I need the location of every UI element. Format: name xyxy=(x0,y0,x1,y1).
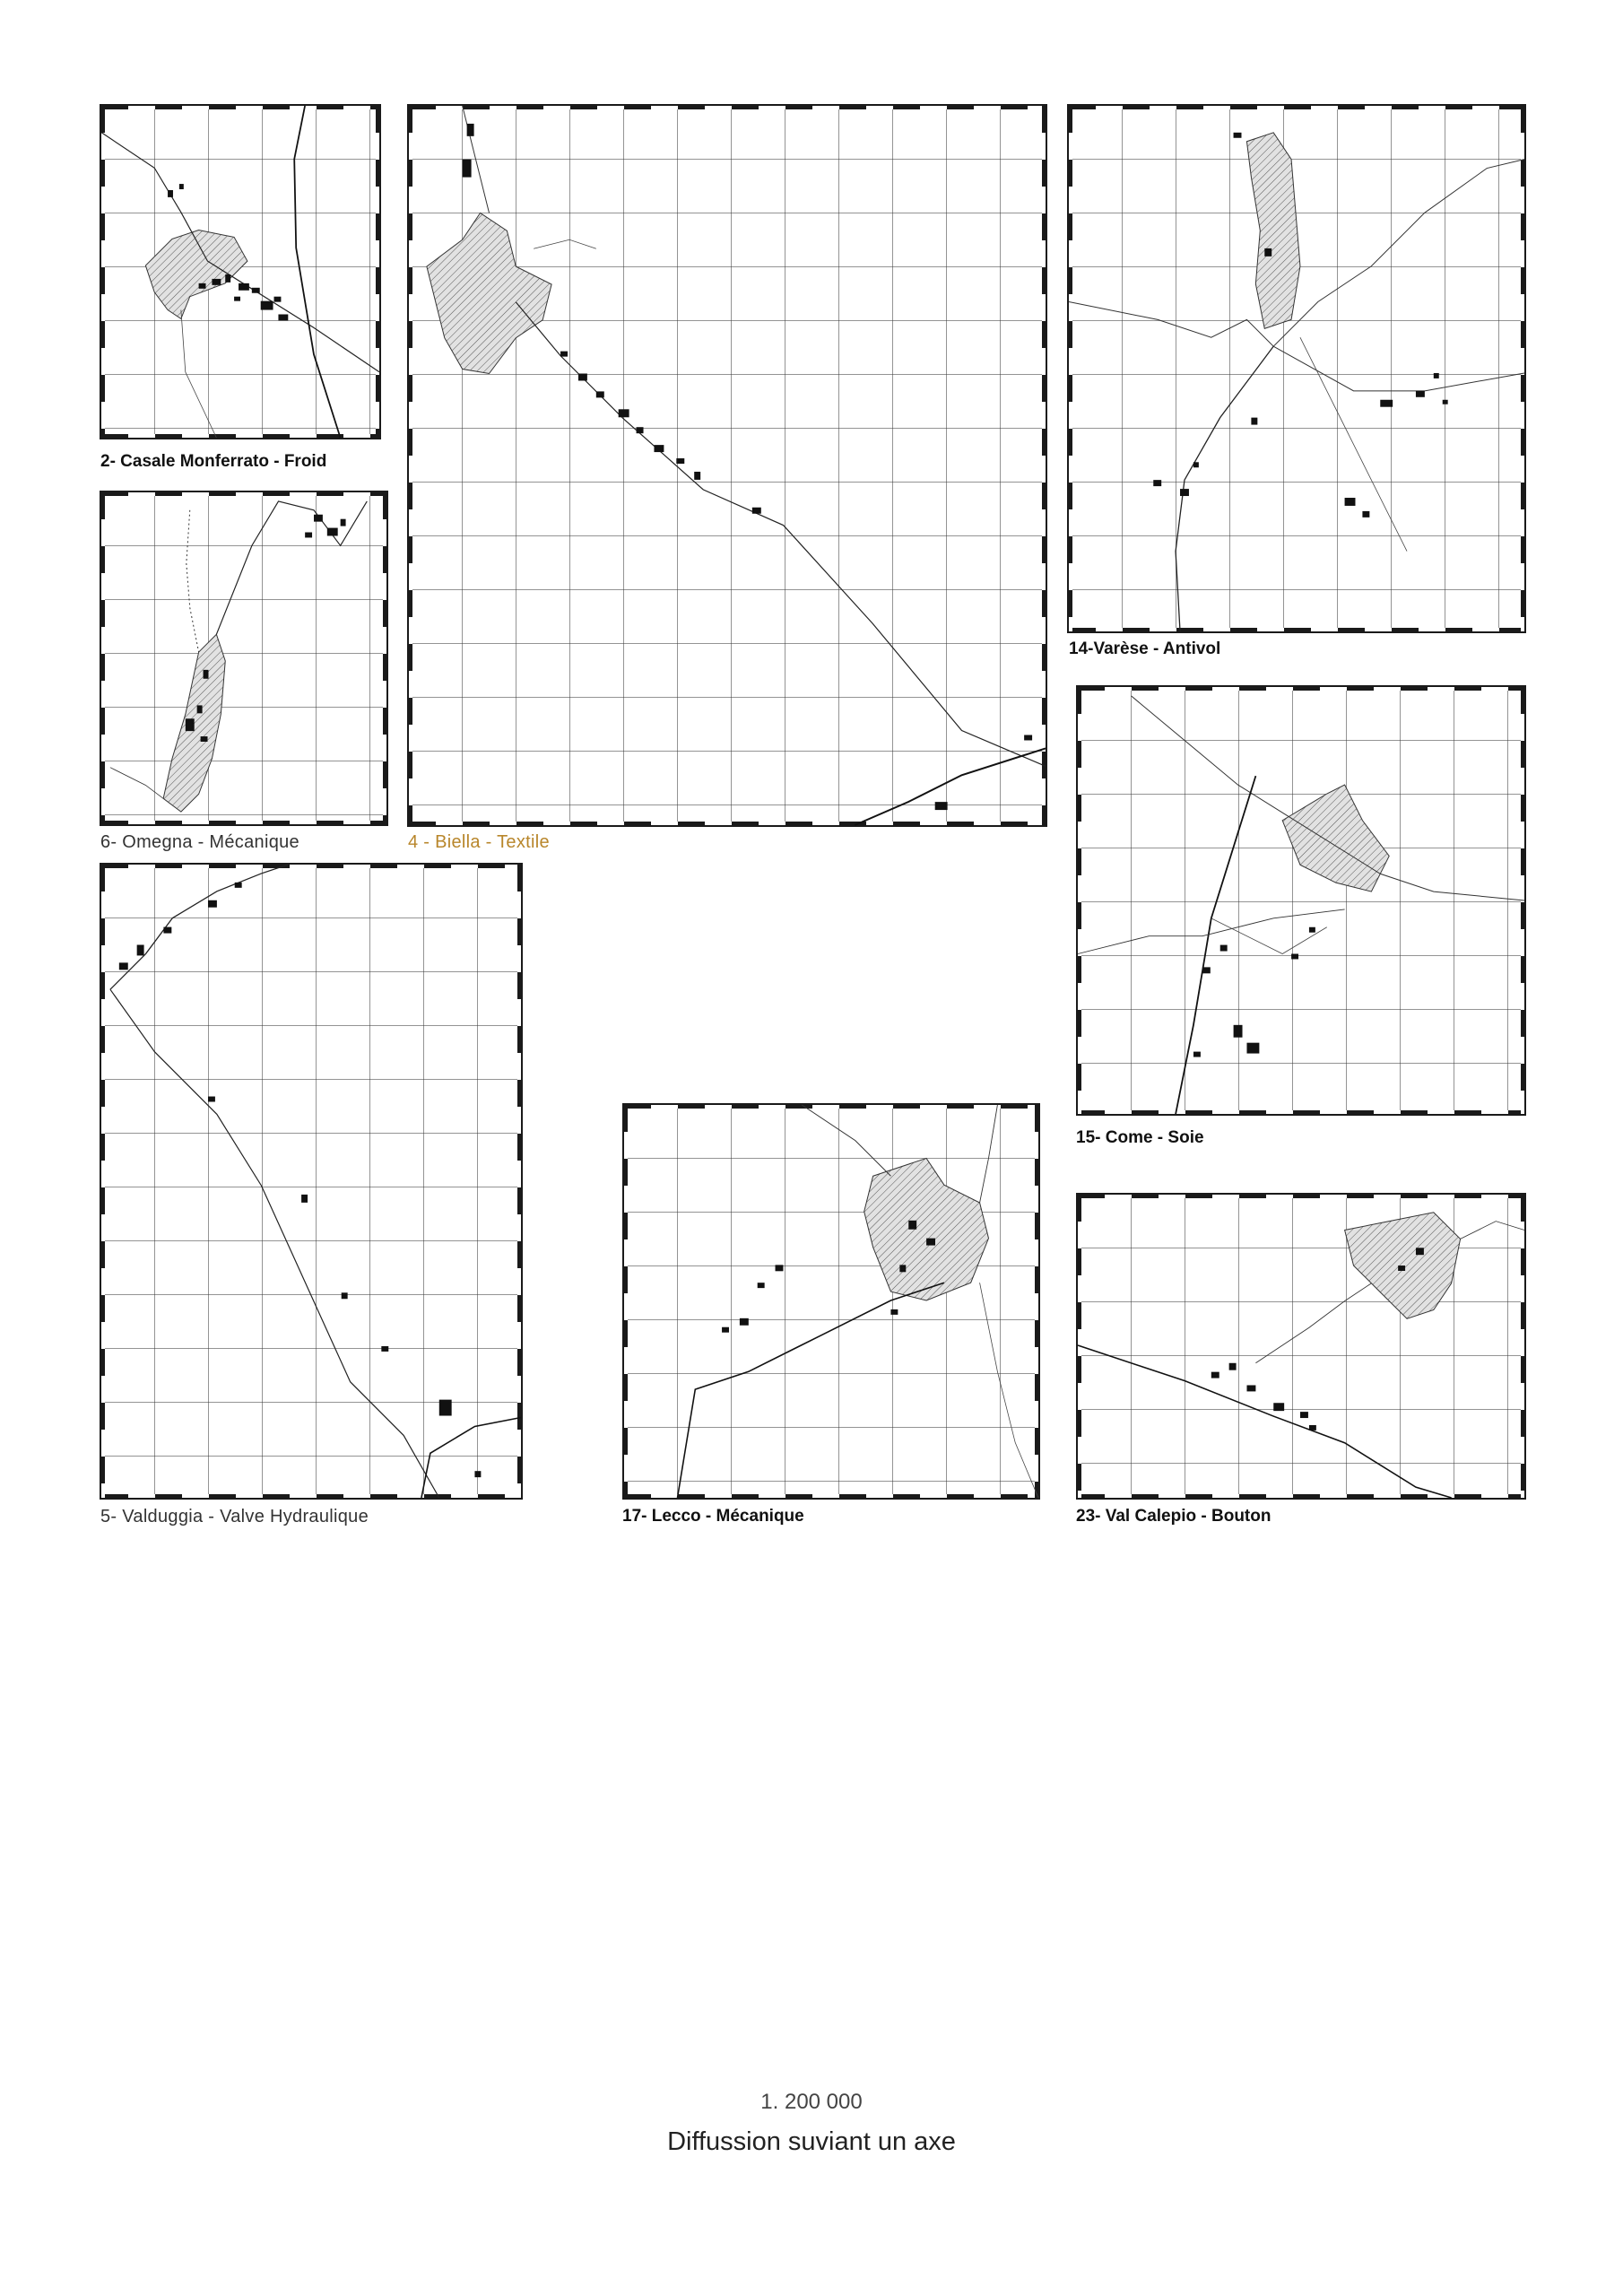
caption-val-calepio: 23- Val Calepio - Bouton xyxy=(1076,1507,1271,1526)
map-omegna xyxy=(100,491,388,826)
map-biella xyxy=(407,104,1047,827)
map-valduggia xyxy=(100,863,523,1500)
map-valduggia-drawing xyxy=(101,865,521,1498)
scale-label: 1. 200 000 xyxy=(760,2090,863,2114)
map-come-drawing xyxy=(1078,687,1524,1114)
map-biella-drawing xyxy=(409,106,1046,825)
map-casale-monferrato-drawing xyxy=(101,106,379,438)
map-varese xyxy=(1067,104,1526,633)
map-val-calepio-drawing xyxy=(1078,1195,1524,1498)
map-casale-monferrato xyxy=(100,104,381,439)
map-lecco xyxy=(622,1103,1040,1500)
map-lecco-drawing xyxy=(624,1105,1038,1498)
map-varese-drawing xyxy=(1069,106,1524,631)
map-come xyxy=(1076,685,1526,1116)
caption-biella: 4 - Biella - Textile xyxy=(408,832,550,852)
caption-varese: 14-Varèse - Antivol xyxy=(1069,639,1221,658)
caption-casale-monferrato: 2- Casale Monferrato - Froid xyxy=(100,452,327,471)
caption-valduggia: 5- Valduggia - Valve Hydraulique xyxy=(100,1507,369,1526)
caption-lecco: 17- Lecco - Mécanique xyxy=(622,1507,804,1526)
caption-omegna: 6- Omegna - Mécanique xyxy=(100,832,299,852)
caption-come: 15- Come - Soie xyxy=(1076,1128,1204,1147)
page-title: Diffussion suviant un axe xyxy=(667,2127,956,2156)
map-omegna-drawing xyxy=(101,492,386,824)
map-val-calepio xyxy=(1076,1193,1526,1500)
